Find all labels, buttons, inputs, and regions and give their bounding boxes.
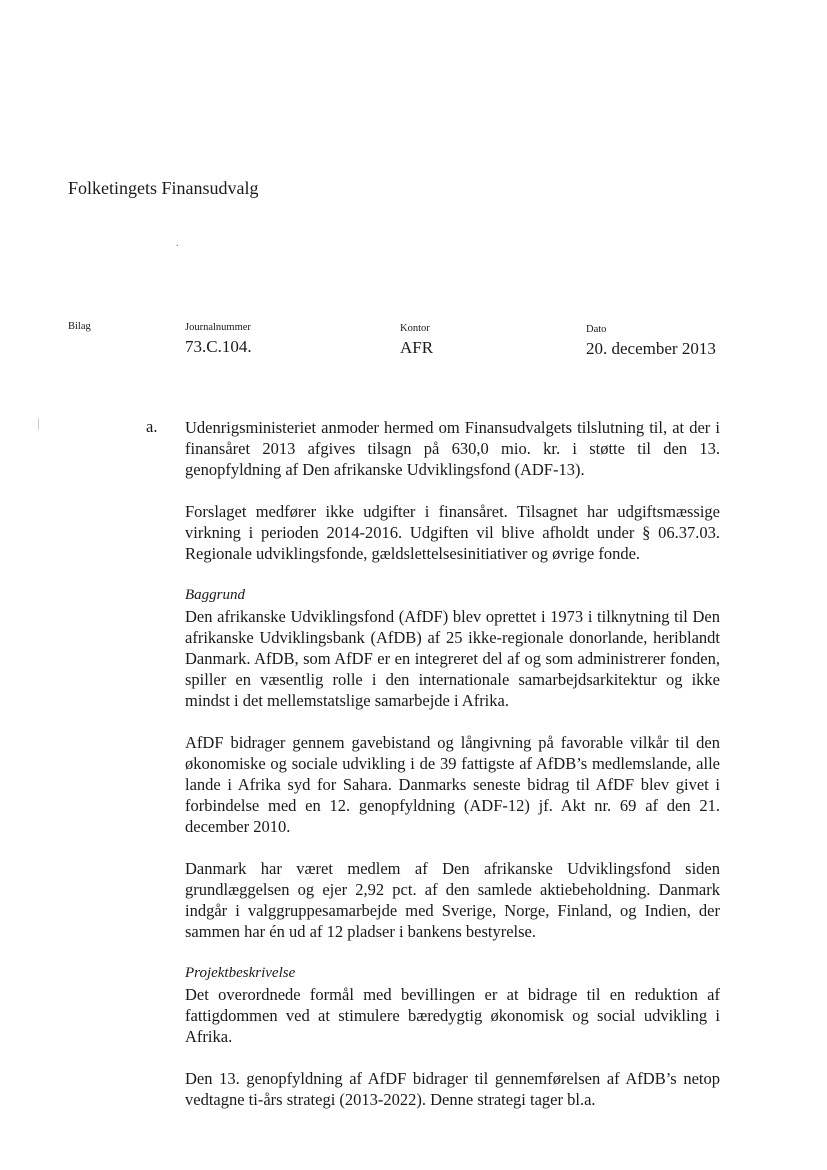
date-label: Dato [586,324,607,335]
paragraph-background-1: Den afrikanske Udviklingsfond (AfDF) blev oprettet i 1973 i tilknytning til Den afrikanske Udviklingsbank (AfDB) af 25 ikke-regionale donorlande, heriblandt Danmark. AfDB, som AfDF er en integreret del af og som administrerer fonden, spiller en væsentlig rolle i den internationale samarbejdsarkitektur og ikke mindst i det mellemstatslige samarbejde i Afrika. [185,607,720,710]
heading-background: Baggrund [185,587,245,603]
recipient-heading: Folketingets Finansudvalg [68,178,259,198]
office-value: AFR [400,338,434,357]
paragraph-project-2: Den 13. genopfyldning af AfDF bidrager til gennemførelsen af AfDB’s netop vedtagne ti-års strategi (2013-2022). Denne strategi tager bl.a. [185,1069,720,1109]
office-label: Kontor [400,323,430,334]
paragraph-budget: Forslaget medfører ikke udgifter i finansåret. Tilsagnet har udgiftsmæssige virkning i perioden 2014-2016. Udgiften vil blive afholdt under § 06.37.03. Regionale udviklingsfonde, gældslettelsesinitiativer og øvrige fonde. [185,502,720,563]
item-letter: a. [146,417,158,436]
bilag-label: Bilag [68,321,91,332]
date-value: 20. december 2013 [586,339,716,358]
heading-project: Projektbeskrivelse [185,965,296,981]
journal-number-label: Journalnummer [185,322,251,333]
journal-number-value: 73.C.104. [185,337,252,356]
paragraph-project-1: Det overordnede formål med bevillingen er at bidrage til en reduktion af fattigdommen ved at stimulere bæredygtig økonomisk og social udvikling i Afrika. [185,985,720,1046]
paragraph-background-3: Danmark har været medlem af Den afrikanske Udviklingsfond siden grundlæggelsen og ejer 2,92 pct. af den samlede aktiebeholdning. Danmark indgår i valggruppesamarbejde med Sverige, Norge, Finland, og Indien, der sammen har én ud af 12 pladser i bankens bestyrelse. [185,859,720,941]
letter-body [185,417,720,1110]
paragraph-intro: Udenrigsministeriet anmoder hermed om Finansudvalgets tilslutning til, at der i finansåret 2013 afgives tilsagn på 630,0 mio. kr. i støtte til den 13. genopfyldning af Den afrikanske Udviklingsfond (ADF-13). [185,418,720,479]
margin-mark [38,418,39,430]
stray-dot: . [176,238,179,249]
paragraph-background-2: AfDF bidrager gennem gavebistand og långivning på favorable vilkår til den økonomiske og sociale udvikling i de 39 fattigste af AfDB’s medlemslande, alle lande i Afrika syd for Sahara. Danmarks seneste bidrag til AfDF blev givet i forbindelse med en 12. genopfyldning (ADF-12) jf. Akt nr. 69 af den 21. december 2010. [185,733,720,836]
